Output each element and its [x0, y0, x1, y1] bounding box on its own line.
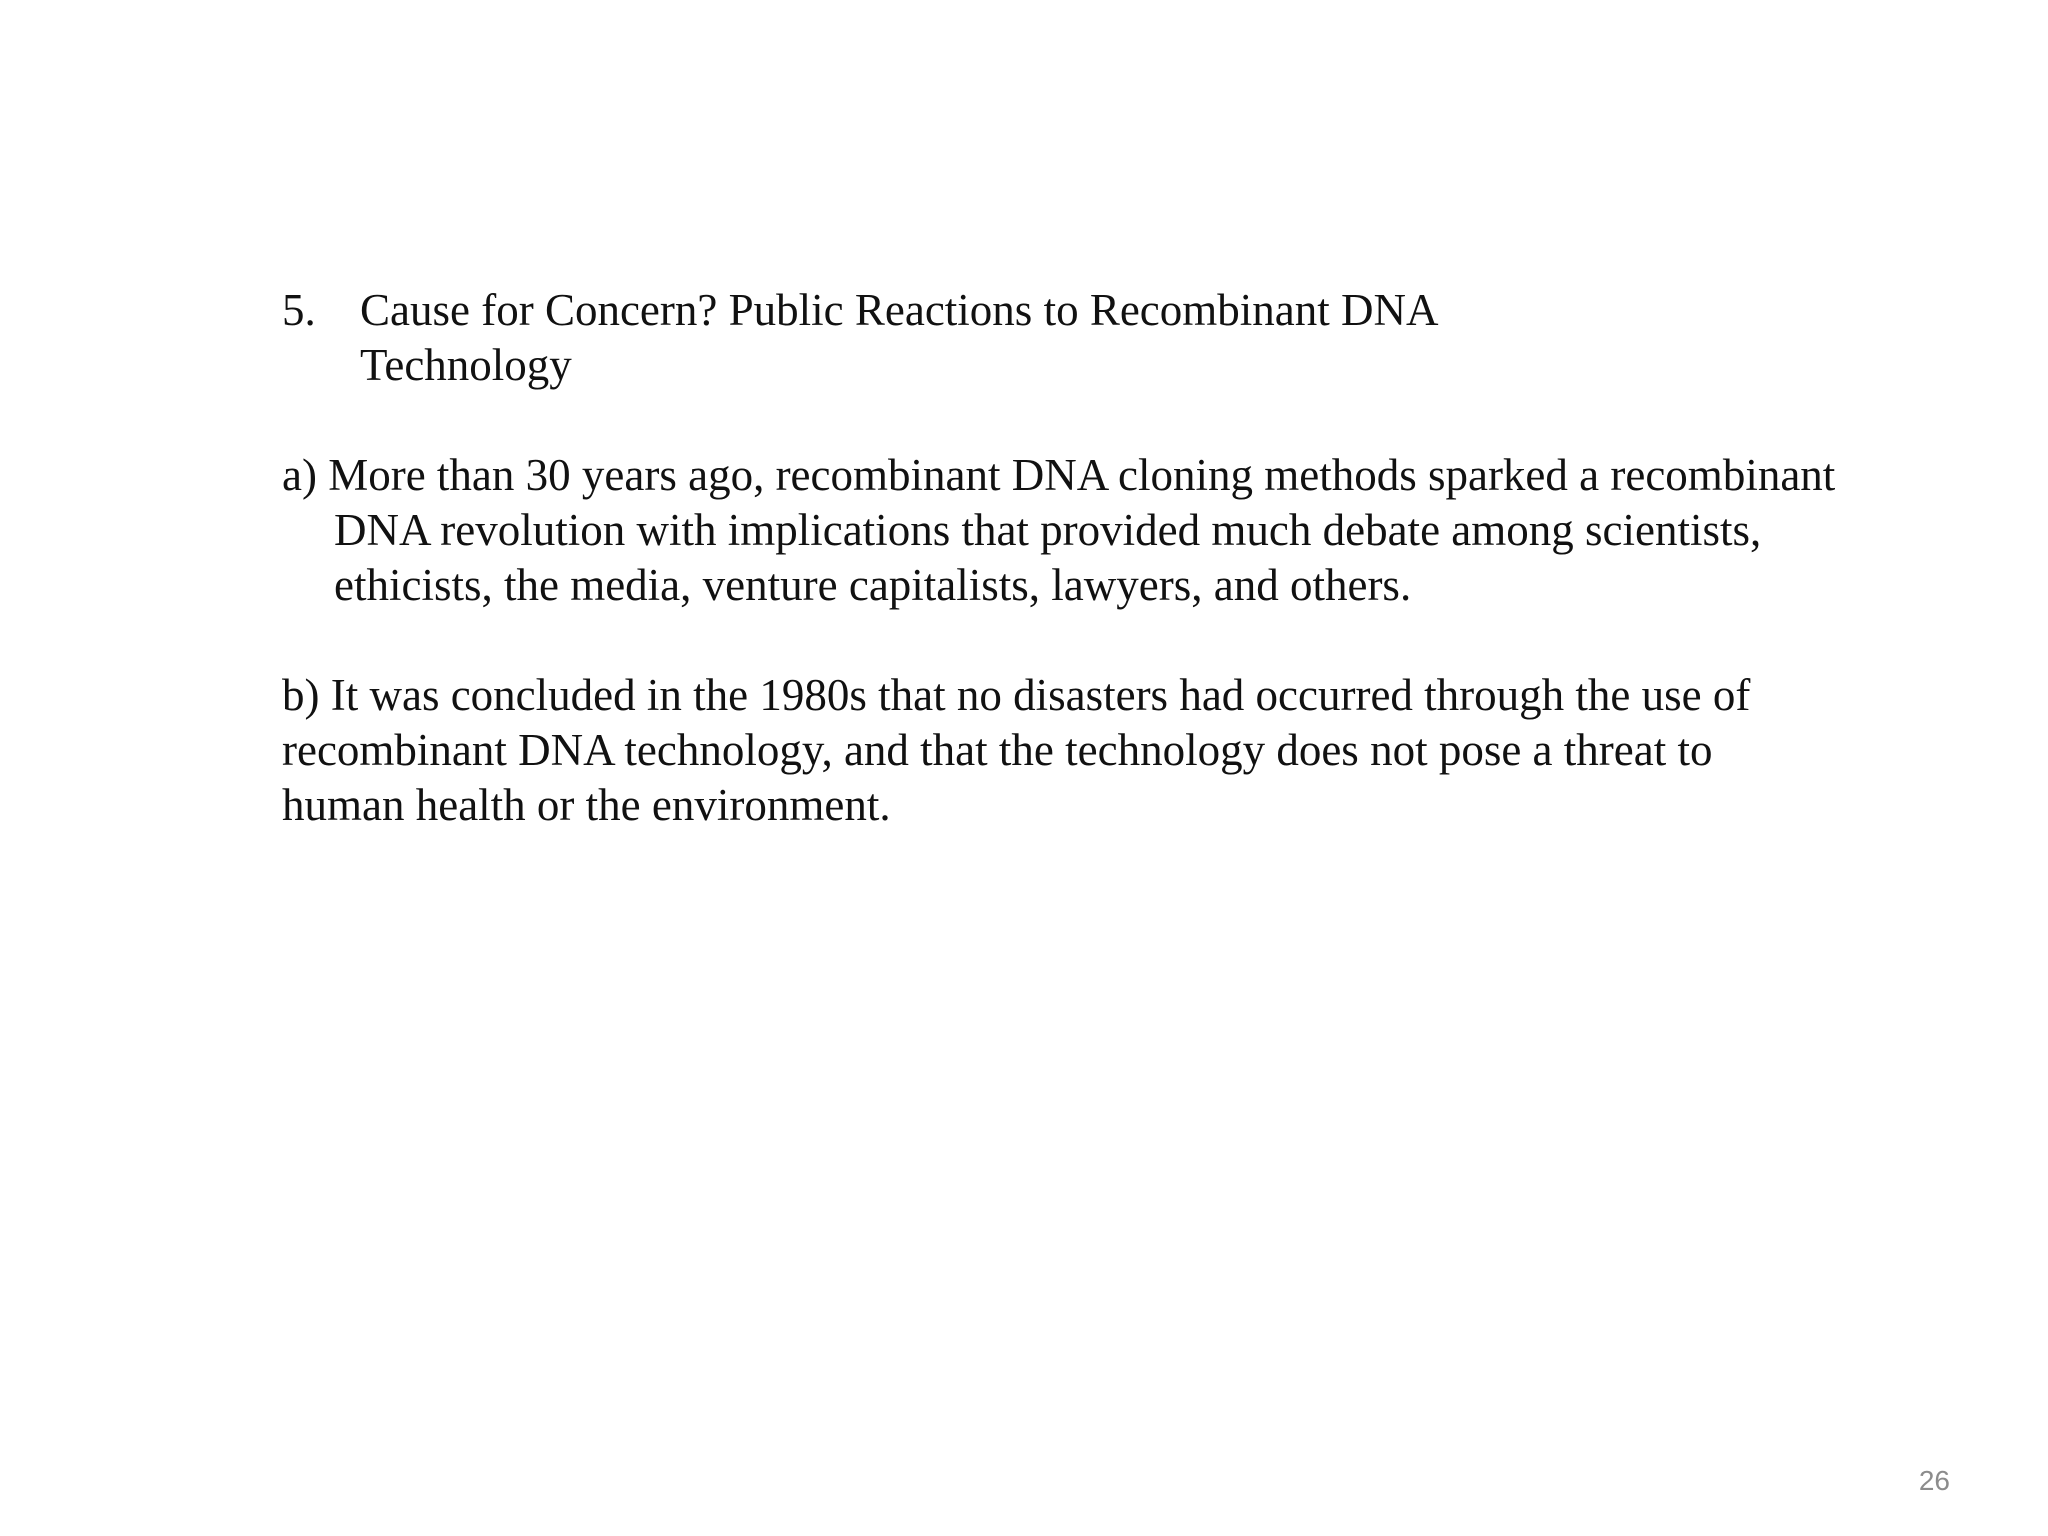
page-number: 26	[1918, 1465, 1950, 1496]
paragraph-a: a) More than 30 years ago, recombinant DNA cloning methods sparked a recombinant DNA revolution with implications that provided much debate among scientists, ethicists, the media, venture capitalists, lawyers, and others.	[282, 450, 1836, 610]
section-heading	[282, 283, 1842, 393]
heading-text: Cause for Concern? Public Reactions to Recombinant DNA Technology	[360, 285, 1437, 390]
heading-number: 5.	[282, 285, 316, 335]
paragraph-b: b) It was concluded in the 1980s that no disasters had occurred through the use of recombinant DNA technology, and that the technology does not pose a threat to human health or the environment.	[282, 670, 1751, 830]
slide-body	[282, 283, 1842, 833]
